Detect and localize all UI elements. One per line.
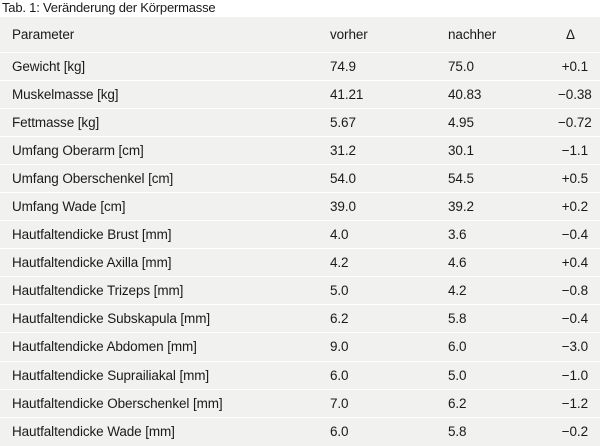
cell-vorher: 5.67 — [330, 108, 448, 136]
table-caption: Tab. 1: Veränderung der Körpermasse — [2, 0, 216, 15]
cell-vorher: 6.0 — [330, 361, 448, 389]
body-mass-table-container — [0, 17, 600, 446]
cell-delta: +0.5 — [558, 164, 600, 192]
cell-vorher: 74.9 — [330, 58, 356, 74]
cell-vorher: 6.0 — [330, 417, 448, 445]
cell-parameter: Umfang Wade [cm] — [0, 192, 330, 220]
cell-vorher: 41.21 — [330, 80, 448, 108]
cell-parameter: Fettmasse [kg] — [0, 108, 330, 136]
cell-parameter: Gewicht [kg] — [12, 58, 86, 74]
cell-vorher: 7.0 — [330, 389, 448, 417]
cell-vorher: 6.2 — [330, 305, 448, 333]
cell-delta: −1.1 — [558, 136, 600, 164]
cell-nachher: 30.1 — [448, 136, 558, 164]
table-row — [0, 249, 600, 277]
cell-parameter: Hautfaltendicke Abdomen [mm] — [0, 333, 330, 361]
table-row — [0, 389, 600, 417]
cell-vorher: 54.0 — [330, 164, 448, 192]
cell-parameter: Hautfaltendicke Trizeps [mm] — [0, 277, 330, 305]
table-header-row — [0, 17, 600, 52]
cell-delta: −1.0 — [558, 361, 600, 389]
cell-vorher: 4.2 — [330, 249, 448, 277]
table-row — [0, 52, 600, 80]
cell-nachher: 3.6 — [448, 221, 558, 249]
cell-parameter: Muskelmasse [kg] — [0, 80, 330, 108]
header-vorher: vorher — [330, 17, 448, 52]
table-row — [0, 136, 600, 164]
table-row — [0, 221, 600, 249]
cell-nachher: 4.2 — [448, 277, 558, 305]
cell-nachher: 6.0 — [448, 333, 558, 361]
cell-delta: +0.1 — [561, 58, 588, 74]
cell-nachher: 75.0 — [448, 58, 474, 74]
table-row — [0, 192, 600, 220]
cell-vorher: 5.0 — [330, 277, 448, 305]
table-row — [0, 361, 600, 389]
cell-nachher: 5.8 — [448, 305, 558, 333]
cell-vorher: 9.0 — [330, 333, 448, 361]
table-row — [0, 305, 600, 333]
table-row — [0, 417, 600, 445]
cell-nachher: 4.6 — [448, 249, 558, 277]
body-mass-table — [0, 17, 600, 445]
cell-nachher: 54.5 — [448, 164, 558, 192]
cell-parameter: Hautfaltendicke Brust [mm] — [0, 221, 330, 249]
cell-delta: −0.4 — [558, 221, 600, 249]
cell-parameter: Hautfaltendicke Oberschenkel [mm] — [0, 389, 330, 417]
table-body — [0, 52, 600, 445]
table-row — [0, 80, 600, 108]
cell-vorher: 31.2 — [330, 136, 448, 164]
cell-nachher: 39.2 — [448, 192, 558, 220]
table-row — [0, 108, 600, 136]
cell-nachher: 5.8 — [448, 417, 558, 445]
cell-nachher: 6.2 — [448, 389, 558, 417]
cell-delta: +0.2 — [558, 192, 600, 220]
table-row — [0, 277, 600, 305]
header-delta: Δ — [558, 17, 600, 52]
cell-parameter: Hautfaltendicke Suprailiakal [mm] — [0, 361, 330, 389]
cell-nachher: 40.83 — [448, 80, 558, 108]
cell-parameter: Umfang Oberschenkel [cm] — [0, 164, 330, 192]
cell-vorher: 4.0 — [330, 221, 448, 249]
cell-delta: −0.8 — [558, 277, 600, 305]
header-nachher: nachher — [448, 17, 558, 52]
cell-parameter: Hautfaltendicke Wade [mm] — [0, 417, 330, 445]
cell-delta: −0.72 — [558, 108, 600, 136]
cell-nachher: 4.95 — [448, 108, 558, 136]
cell-delta: −3.0 — [558, 333, 600, 361]
header-parameter: Parameter — [0, 17, 330, 52]
table-row — [0, 333, 600, 361]
cell-parameter: Umfang Oberarm [cm] — [0, 136, 330, 164]
cell-delta: +0.4 — [558, 249, 600, 277]
cell-vorher: 39.0 — [330, 192, 448, 220]
cell-parameter: Hautfaltendicke Subskapula [mm] — [0, 305, 330, 333]
table-row — [0, 164, 600, 192]
cell-delta: −0.2 — [558, 417, 600, 445]
cell-nachher: 5.0 — [448, 361, 558, 389]
cell-delta: −0.4 — [558, 305, 600, 333]
cell-parameter: Hautfaltendicke Axilla [mm] — [0, 249, 330, 277]
cell-delta: −1.2 — [558, 389, 600, 417]
cell-delta: −0.38 — [558, 80, 600, 108]
